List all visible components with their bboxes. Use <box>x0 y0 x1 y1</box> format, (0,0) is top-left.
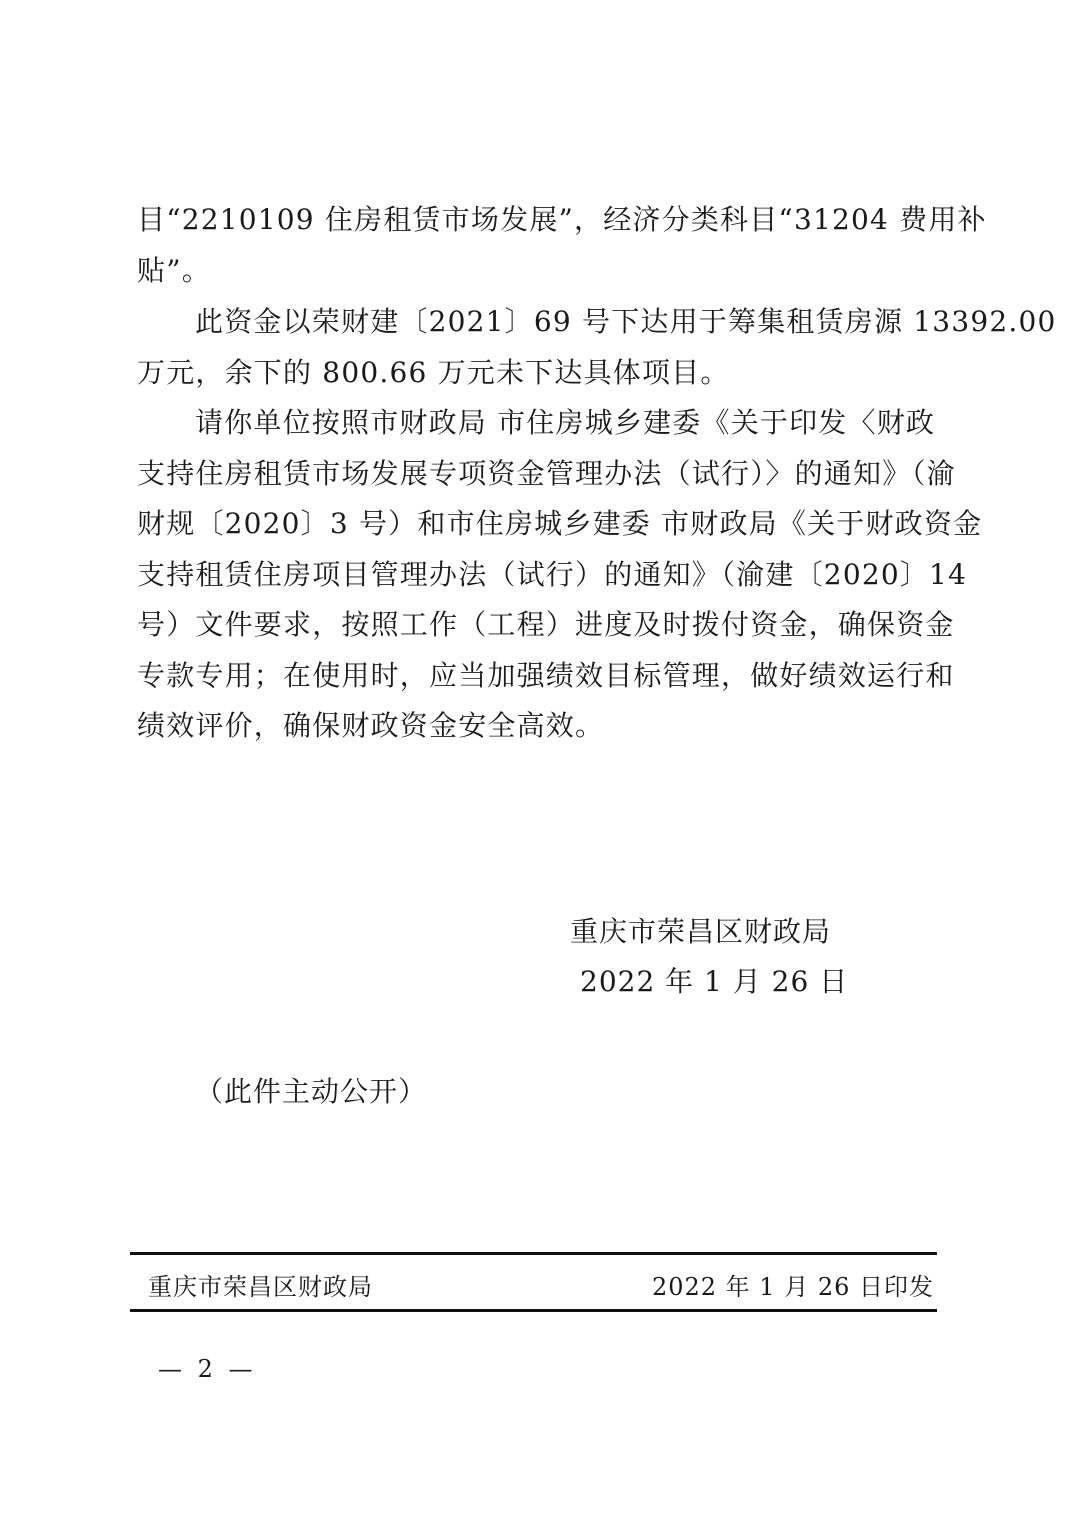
text-line: 号）文件要求，按照工作（工程）进度及时拨付资金，确保资金 <box>137 608 955 641</box>
text-line: 绩效评价，确保财政资金安全高效。 <box>137 709 605 742</box>
footer-bottom-rule <box>130 1309 937 1312</box>
text-line: 请你单位按照市财政局 市住房城乡建委《关于印发〈财政 <box>195 406 936 439</box>
footer-top-rule <box>130 1252 937 1255</box>
text-line: 财规〔2020〕3 号）和市住房城乡建委 市财政局《关于财政资金 <box>137 507 983 540</box>
disclosure-note: （此件主动公开） <box>195 1075 428 1108</box>
text-line: 支持住房租赁市场发展专项资金管理办法（试行）〉的通知》（渝 <box>137 456 956 490</box>
text-line: 支持租赁住房项目管理办法（试行）的通知》（渝建〔2020〕14 <box>137 557 968 591</box>
signature-issuer: 重庆市荣昌区财政局 <box>570 915 832 948</box>
text-line: 专款专用；在使用时，应当加强绩效目标管理，做好绩效运行和 <box>137 658 955 692</box>
text-line: 贴”。 <box>137 253 211 287</box>
footer-issued-date: 2022 年 1 月 26 日印发 <box>651 1273 934 1301</box>
signature-date: 2022 年 1 月 26 日 <box>580 965 849 998</box>
page-number: — 2 — <box>158 1355 257 1383</box>
body-paragraph-2 <box>137 297 1057 398</box>
text-line: 此资金以荣财建〔2021〕69 号下达用于筹集租赁房源 13392.00 <box>195 305 1057 338</box>
body-paragraph-3 <box>137 398 983 752</box>
text-line: 目“2210109 住房租赁市场发展”，经济分类科目“31204 费用补 <box>137 203 987 236</box>
body-paragraph-1 <box>137 195 987 296</box>
footer-issuer: 重庆市荣昌区财政局 <box>148 1273 373 1301</box>
text-line: 万元，余下的 800.66 万元未下达具体项目。 <box>137 355 730 389</box>
